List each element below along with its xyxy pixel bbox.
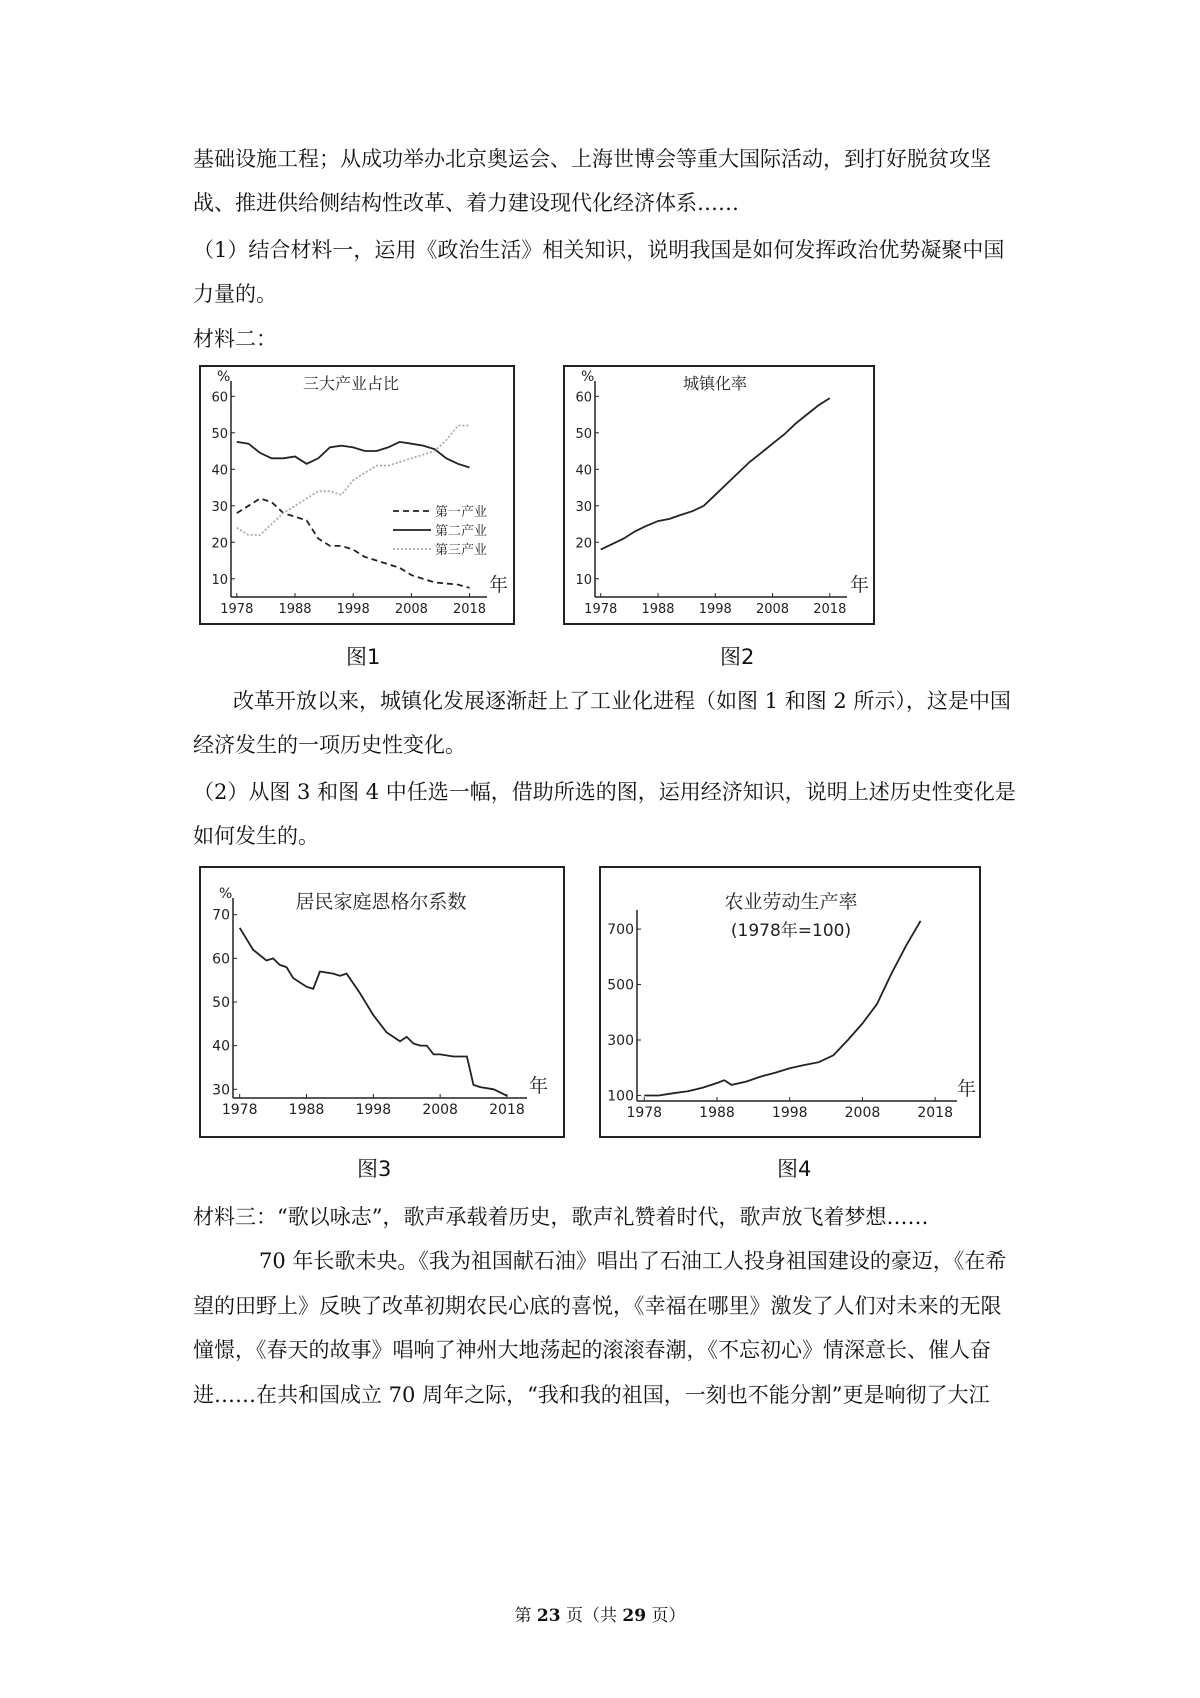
- chart-engel-coefficient-svg: [201, 868, 567, 1140]
- x-tick-label: 2008: [422, 1102, 458, 1118]
- chart-agri-productivity-svg: [601, 868, 983, 1140]
- x-tick-label: 1988: [288, 1102, 325, 1118]
- x-tick-label: 1998: [336, 602, 370, 617]
- x-tick-label: 2008: [394, 602, 428, 617]
- chart-title: 农业劳动生产率: [724, 891, 858, 913]
- question-1-line-2: 力量的。: [193, 282, 277, 306]
- chart-engel-coefficient: [199, 866, 565, 1138]
- question-2-line-1: （2）从图 3 和图 4 中任选一幅，借助所选的图，运用经济知识，说明上述历史性变化是: [193, 780, 1016, 804]
- paragraph-urbanization-line-2: 经济发生的一项历史性变化。: [193, 733, 466, 757]
- chart-title: 居民家庭恩格尔系数: [295, 891, 467, 913]
- x-tick-label: 1998: [698, 602, 732, 617]
- question-2-line-2: 如何发生的。: [193, 824, 319, 848]
- y-tick-label: 50: [575, 426, 592, 442]
- x-tick-label: 2008: [755, 602, 790, 617]
- series-line-1: [601, 398, 830, 549]
- x-axis-label: 年: [529, 1075, 549, 1097]
- x-tick-label: 2018: [813, 602, 847, 617]
- y-tick-label: 50: [211, 426, 228, 442]
- x-tick-label: 2008: [844, 1105, 881, 1121]
- y-axis-label: %: [217, 369, 231, 385]
- y-tick-label: 500: [607, 977, 634, 994]
- legend-label-1: 第一产业: [435, 505, 488, 520]
- caption-figure-1: 图1: [346, 645, 381, 669]
- legend-label-2: 第二产业: [435, 524, 488, 539]
- series-line-1: [644, 921, 920, 1096]
- x-tick-label: 1988: [641, 602, 675, 617]
- y-tick-label: 40: [212, 1038, 230, 1055]
- y-tick-label: 20: [211, 536, 228, 552]
- x-axis-label: 年: [850, 574, 870, 596]
- y-tick-label: 100: [607, 1088, 634, 1105]
- chart-subtitle: (1978年=100): [730, 921, 852, 941]
- x-tick-label: 1988: [278, 602, 312, 617]
- chart-title: 城镇化率: [682, 374, 748, 393]
- songs-paragraph-line-4: 进……在共和国成立 70 周年之际，“我和我的祖国，一刻也不能分割”更是响彻了大江: [193, 1383, 990, 1407]
- y-tick-label: 30: [212, 1082, 230, 1099]
- y-tick-label: 300: [607, 1033, 634, 1049]
- chart-title: 三大产业占比: [302, 374, 400, 393]
- y-tick-label: 40: [211, 463, 228, 479]
- y-axis-label: %: [581, 369, 595, 385]
- y-tick-label: 30: [211, 499, 228, 515]
- y-tick-label: 60: [212, 951, 230, 968]
- x-tick-label: 1978: [220, 602, 254, 617]
- footer-prefix: 第: [514, 1606, 537, 1626]
- x-tick-label: 1978: [626, 1105, 663, 1121]
- songs-paragraph-line-3: 憧憬，《春天的故事》唱响了神州大地荡起的滚滚春潮，《不忘初心》情深意长、催人奋: [193, 1338, 991, 1362]
- series-line-2: [237, 442, 470, 468]
- x-tick-label: 1998: [355, 1102, 392, 1118]
- caption-figure-2: 图2: [720, 645, 755, 669]
- caption-figure-4: 图4: [777, 1157, 812, 1181]
- y-tick-label: 700: [607, 922, 634, 939]
- material-3-line: 材料三：“歌以咏志”，歌声承载着历史，歌声礼赞着时代，歌声放飞着梦想……: [193, 1205, 929, 1229]
- y-tick-label: 10: [575, 572, 592, 588]
- caption-figure-3: 图3: [357, 1157, 392, 1181]
- footer-page-number: 23: [536, 1606, 561, 1626]
- footer-total-pages: 29: [622, 1606, 647, 1626]
- y-tick-label: 20: [575, 536, 592, 552]
- chart-urbanization-rate: [563, 365, 875, 625]
- x-axis-label: 年: [489, 574, 509, 596]
- x-tick-label: 2018: [917, 1105, 954, 1121]
- footer-suffix: 页）: [646, 1606, 686, 1626]
- chart-agri-productivity: [599, 866, 981, 1138]
- y-tick-label: 50: [212, 995, 230, 1011]
- x-tick-label: 1988: [699, 1105, 735, 1121]
- songs-paragraph-line-2: 望的田野上》反映了改革初期农民心底的喜悦，《幸福在哪里》激发了人们对未来的无限: [193, 1294, 1002, 1318]
- page-footer: [0, 1601, 1200, 1626]
- paragraph-line-1: 基础设施工程；从成功举办北京奥运会、上海世博会等重大国际活动，到打好脱贫攻坚: [193, 147, 991, 171]
- paragraph-urbanization-line-1: 改革开放以来，城镇化发展逐渐赶上了工业化进程（如图 1 和图 2 所示），这是中国: [233, 689, 1011, 713]
- y-tick-label: 60: [575, 390, 592, 406]
- x-axis-label: 年: [957, 1078, 977, 1100]
- x-tick-label: 1978: [221, 1102, 258, 1118]
- x-tick-label: 2018: [489, 1102, 525, 1118]
- y-tick-label: 30: [575, 499, 592, 515]
- chart-industry-share: [199, 365, 515, 625]
- legend-label-3: 第三产业: [435, 543, 488, 558]
- y-tick-label: 70: [212, 907, 230, 924]
- x-tick-label: 1978: [584, 602, 618, 617]
- songs-paragraph-line-1: 70 年长歌未央。《我为祖国献石油》唱出了石油工人投身祖国建设的豪迈，《在希: [259, 1249, 1007, 1273]
- y-tick-label: 40: [575, 463, 592, 479]
- chart-industry-share-svg: [201, 367, 517, 627]
- x-tick-label: 1998: [771, 1105, 808, 1121]
- series-line-1: [240, 928, 507, 1096]
- y-axis-label: %: [219, 886, 233, 902]
- footer-middle: 页（共: [560, 1606, 623, 1626]
- y-tick-label: 10: [211, 572, 228, 588]
- x-tick-label: 2018: [452, 602, 487, 617]
- paragraph-line-2: 战、推进供给侧结构性改革、着力建设现代化经济体系……: [193, 191, 739, 215]
- y-tick-label: 60: [211, 390, 228, 406]
- chart-urbanization-rate-svg: [565, 367, 877, 627]
- material-2-heading: 材料二：: [193, 327, 277, 351]
- question-1-line-1: （1）结合材料一，运用《政治生活》相关知识，说明我国是如何发挥政治优势凝聚中国: [193, 238, 1005, 262]
